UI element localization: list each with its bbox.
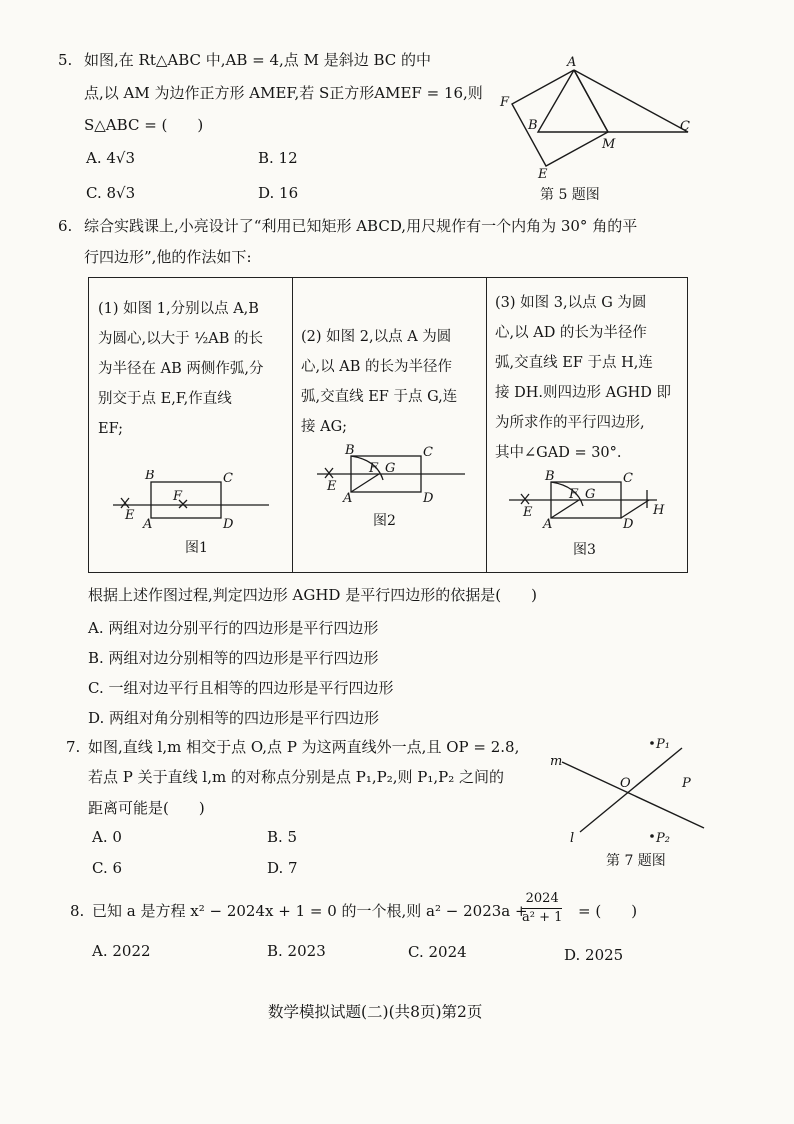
q6-fig2-label-e: E [327,479,337,494]
q6-step3-line1: (3) 如图 3,以点 G 为圆 [495,295,647,311]
q6-fig3-label-c: C [623,471,633,486]
q8-stem: 已知 a 是方程 x² − 2024x + 1 = 0 的一个根,则 a² − 2023a + [92,902,528,920]
q5-option-b[interactable]: B. 12 [258,149,298,167]
q8-option-c[interactable]: C. 2024 [408,943,467,961]
q6-step2-line4: 接 AG; [301,419,348,435]
q5-option-a[interactable]: A. 4√3 [86,149,136,167]
q7-option-b[interactable]: B. 5 [267,828,298,846]
q5-label-e: E [538,167,548,182]
q6-fig2-label-b: B [345,444,355,458]
q6-fig3-label-d: D [623,517,634,532]
q5-label-m: M [602,137,616,152]
q6-step2-line3: 弧,交直线 EF 于点 G,连 [301,389,458,405]
q6-fig2-label-d: D [423,491,434,506]
q6-fig1-label-e: E [125,508,135,523]
q6-step1-line5: EF; [98,421,124,437]
q5-caption: 第 5 题图 [540,187,600,203]
q6-fig1-caption: 图1 [185,540,208,556]
q7-line3: 距离可能是( ) [88,799,205,817]
q6-option-d[interactable]: D. 两组对角分别相等的四边形是平行四边形 [88,709,380,727]
q6-step1 [98,294,263,444]
q6-line1: 综合实践课上,小亮设计了“利用已知矩形 ABCD,用尺规作有一个内角为 30° 角的平 [84,217,638,235]
q7-line1: 如图,直线 l,m 相交于点 O,点 P 为这两直线外一点,且 OP = 2.8, [88,738,520,756]
q6-fig2-drawing [315,444,475,506]
q5-option-c[interactable]: C. 8√3 [86,184,136,202]
q6-fig3-label-b: B [545,470,555,484]
q6-step1-line1: (1) 如图 1,分别以点 A,B [98,301,259,317]
q5-figure [494,54,704,182]
q6-fig2-label-g: G [385,461,396,476]
q6-step3-line5: 为所求作的平行四边形, [495,415,645,431]
q7-option-c[interactable]: C. 6 [92,859,123,877]
page-footer: 数学模拟试题(二)(共8页)第2页 [268,1003,483,1021]
q8-fraction-denominator: a² + 1 [522,910,563,925]
q8-option-a[interactable]: A. 2022 [92,942,151,960]
q6-step1-line2: 为圆心,以大于 ½AB 的长 [98,331,264,347]
q6-line2: 行四边形”,他的作法如下: [84,248,252,266]
q6-fig3-drawing [507,470,685,532]
q7-label-l: l [570,831,575,846]
q6-fig1-label-c: C [223,471,233,486]
q8-tail: = ( ) [578,902,638,920]
q5-number: 5. [58,51,73,69]
q7-label-o: O [620,776,631,791]
q8-option-d[interactable]: D. 2025 [564,946,624,964]
q5-label-c: C [680,119,690,134]
q6-fig3-label-f: F [569,487,579,502]
q7-point-p1 [650,741,654,745]
q6-step1-line3: 为半径在 AB 两侧作弧,分 [98,361,264,377]
q7-line2: 若点 P 关于直线 l,m 的对称点分别是点 P₁,P₂,则 P₁,P₂ 之间的 [88,768,504,786]
q6-fig1-label-d: D [223,517,234,532]
q7-label-p: P [682,776,691,791]
q5-label-b: B [528,118,538,133]
q8-fraction-numerator: 2024 [522,890,562,909]
q6-step3-line3: 弧,交直线 EF 于点 H,连 [495,355,653,371]
q6-fig2-label-a: A [343,491,353,506]
q6-fig3-label-a: A [543,517,553,532]
q6-fig3-caption: 图3 [573,542,596,558]
q7-caption: 第 7 题图 [606,853,666,869]
q6-number: 6. [58,217,73,235]
q6-fig1-label-f: F [173,489,183,504]
q5-option-d[interactable]: D. 16 [258,184,299,202]
q5-label-a: A [567,55,577,70]
q6-fig1-label-b: B [145,470,155,483]
q5-label-f: F [500,95,510,110]
q6-step2-line1: (2) 如图 2,以点 A 为圆 [301,329,452,345]
q6-fig3-label-e: E [523,505,533,520]
q7-label-p1: P₁ [656,737,670,752]
q6-option-c[interactable]: C. 一组对边平行且相等的四边形是平行四边形 [88,679,394,697]
q5-line2: 点,以 AM 为边作正方形 AMEF,若 S正方形AMEF = 16,则 [84,84,483,102]
q8-fraction [522,890,562,927]
q6-fig2-label-f: F [369,461,379,476]
q6-fig1-label-a: A [143,517,153,532]
q6-step3-line2: 心,以 AD 的长为半径作 [495,325,647,341]
q6-step3-line6: 其中∠GAD = 30°. [495,445,622,461]
q8-number: 8. [70,902,85,920]
q6-fig2-label-c: C [423,445,433,460]
q6-fig2-caption: 图2 [373,513,396,529]
q6-step1-line4: 别交于点 E,F,作直线 [98,391,232,407]
q7-figure [544,734,714,852]
q5-line3: S△ABC = ( ) [84,116,204,134]
q6-step2-line2: 心,以 AB 的长为半径作 [301,359,452,375]
q6-step2 [301,322,457,442]
q6-fig1-drawing [111,470,281,532]
q7-label-m: m [550,754,563,769]
q6-option-b[interactable]: B. 两组对边分别相等的四边形是平行四边形 [88,649,379,667]
q7-option-d[interactable]: D. 7 [267,859,298,877]
q7-option-a[interactable]: A. 0 [92,828,122,846]
q7-label-p2: P₂ [656,831,670,846]
q6-step3 [495,288,671,468]
q6-steps-table [88,277,688,573]
q5-line1: 如图,在 Rt△ABC 中,AB = 4,点 M 是斜边 BC 的中 [84,51,432,69]
q7-point-p2 [650,834,654,838]
q6-step3-line4: 接 DH.则四边形 AGHD 即 [495,385,672,401]
q7-number: 7. [66,738,81,756]
q6-question: 根据上述作图过程,判定四边形 AGHD 是平行四边形的依据是( ) [88,586,537,604]
q6-option-a[interactable]: A. 两组对边分别平行的四边形是平行四边形 [88,619,379,637]
q6-fig3-label-h: H [653,503,665,518]
q8-option-b[interactable]: B. 2023 [267,942,326,960]
q6-fig3-label-g: G [585,487,596,502]
